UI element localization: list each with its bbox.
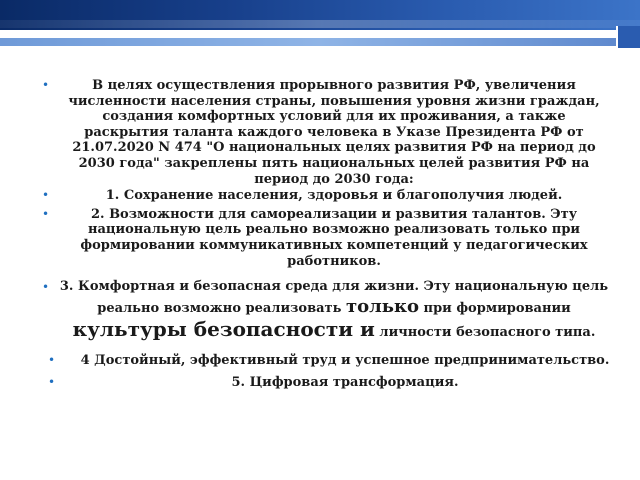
- bullet-item-goal-2: [40, 207, 610, 269]
- bullet-text: В целях осуществления прорывного развития РФ, увеличения численности населения страны, повышения уровня жизни граждан, создания комфортных условий для их проживания, а также раскрытия таланта каждого человека в Указе Президента РФ от 21.07.2020 N 474 "О национальных целях развития РФ на период до 2030 года" закреплены пять национальных целей развития РФ на период до 2030 года:: [68, 78, 600, 187]
- bullet-item-goal-5: [40, 375, 610, 391]
- bullet-icon: •: [42, 78, 50, 92]
- bullet-item-intro: [40, 78, 610, 187]
- bullet-icon: •: [48, 353, 56, 368]
- banner-highlight: [0, 20, 640, 28]
- bullet-text: 4 Достойный, эффективный труд и успешное предпринимательство.: [80, 353, 610, 369]
- banner-divider: [0, 30, 640, 38]
- goal-3-text-cont: при формировании: [419, 301, 571, 317]
- bullet-text: [58, 277, 610, 343]
- bullet-text: 5. Цифровая трансформация.: [231, 374, 459, 390]
- bullet-text: 1. Сохранение населения, здоровья и благополучия людей.: [105, 188, 563, 204]
- bullet-item-goal-4: [40, 353, 610, 369]
- bullet-icon: •: [42, 188, 50, 203]
- goal-3-emphasis-only: только: [345, 296, 420, 318]
- bullet-item-goal-3: [40, 277, 610, 343]
- bullet-text: 2. Возможности для самореализации и развития талантов. Эту национальную цель реально возможно реализовать только при формировании коммуникативных компетенций у педагогических работников.: [80, 206, 588, 269]
- bullet-item-goal-1: [40, 188, 610, 204]
- goal-3-emphasis-culture: культуры безопасности и: [72, 317, 375, 342]
- bullet-icon: •: [42, 206, 50, 221]
- goal-3-text: 3. Комфортная и безопасная среда для жизни. Эту национальную цель реально возможно реализовать: [59, 279, 609, 317]
- bullet-icon: •: [48, 374, 56, 389]
- banner-corner-decoration: [616, 26, 640, 48]
- goal-3-text-end: личности безопасного типа.: [374, 325, 596, 341]
- banner-light-stripe: [0, 38, 640, 46]
- slide-body: [40, 78, 610, 390]
- bullet-icon: •: [42, 280, 50, 295]
